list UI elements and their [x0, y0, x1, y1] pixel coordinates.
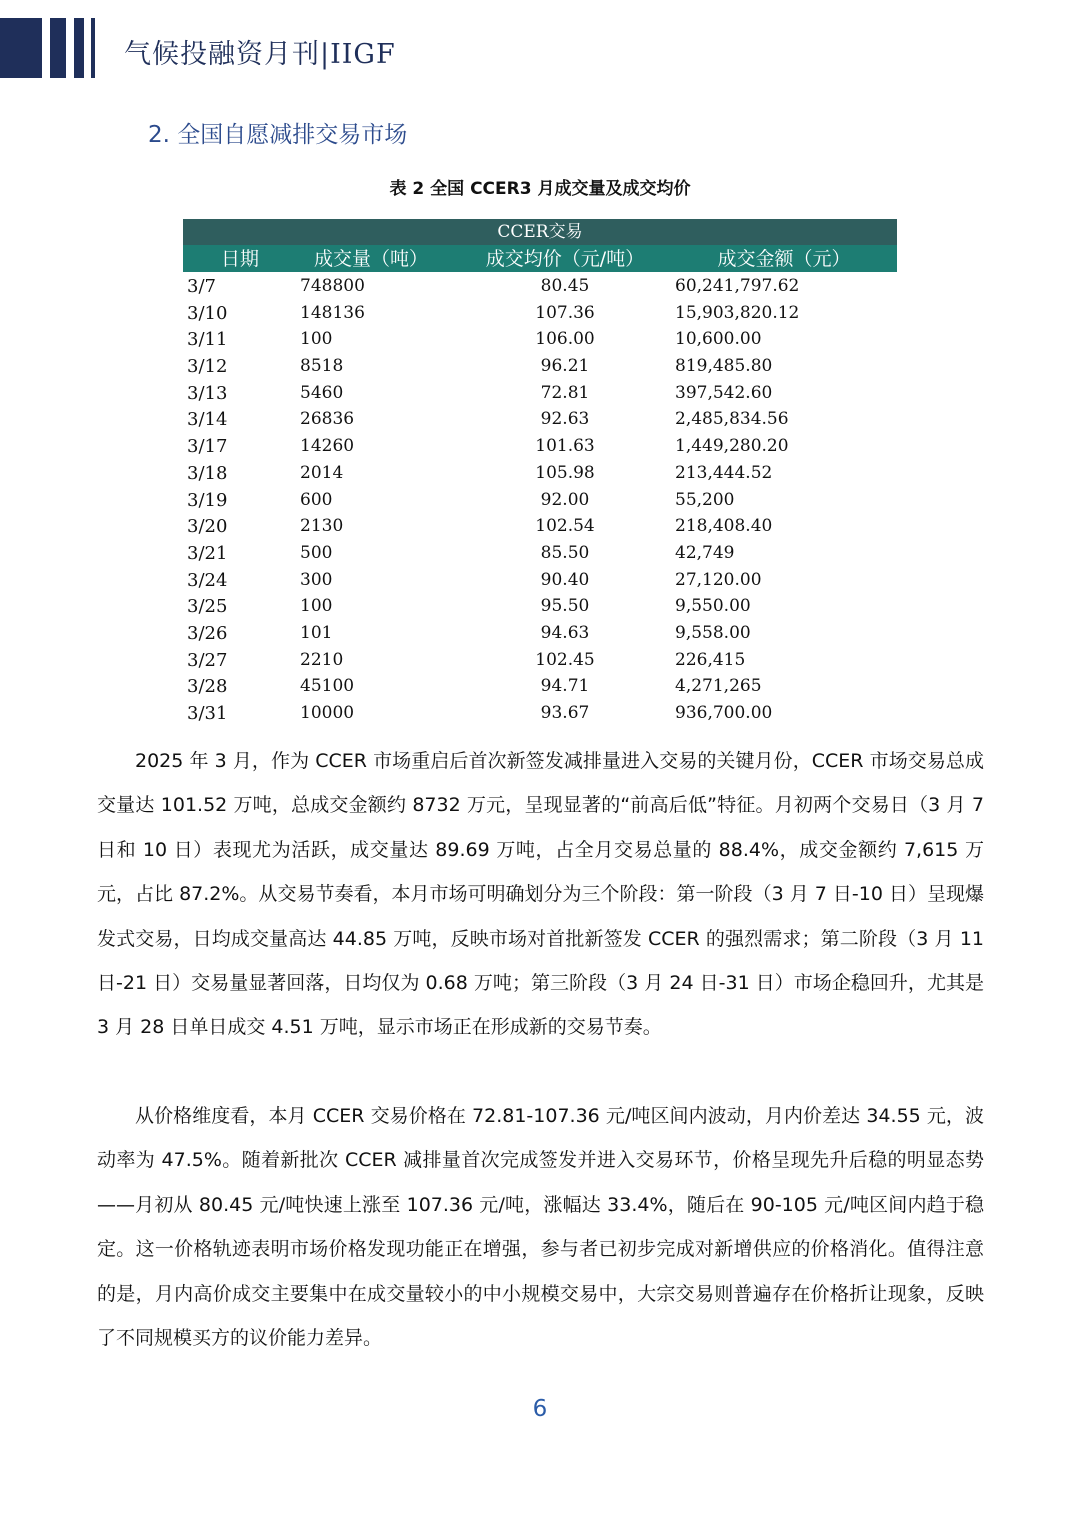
cell-avg-price: 85.50: [540, 542, 590, 563]
cell-volume: 748800: [300, 276, 365, 296]
cell-amount: 4,271,265: [675, 676, 762, 697]
cell-date: 3/21: [187, 542, 228, 564]
cell-volume: 8518: [300, 356, 344, 377]
column-header-date: 日期: [220, 248, 259, 270]
column-header-volume: 成交量（吨）: [313, 248, 428, 270]
cell-amount: 42,749: [675, 542, 735, 563]
cell-avg-price: 92.00: [540, 489, 590, 510]
cell-avg-price: 102.54: [535, 516, 595, 537]
table-group-header: CCER交易: [183, 219, 897, 245]
cell-amount: 397,542.60: [675, 382, 773, 403]
cell-date: 3/10: [187, 302, 228, 324]
table-row: [183, 540, 897, 567]
cell-date: 3/26: [187, 622, 228, 644]
section-title: 2. 全国自愿减排交易市场: [148, 122, 408, 148]
table-row: [183, 353, 897, 380]
table-row: [183, 700, 897, 727]
cell-avg-price: 80.45: [540, 276, 590, 296]
cell-amount: 2,485,834.56: [675, 409, 789, 430]
table-row: [183, 380, 897, 407]
cell-amount: 819,485.80: [675, 356, 773, 377]
cell-volume: 500: [300, 542, 333, 563]
body-paragraph: 从价格维度看，本月 CCER 交易价格在 72.81-107.36 元/吨区间内波动，月内价差达 34.55 元，波动率为 47.5%。随着新批次 CCER 减排量首次完成签发并进入交易环节，价格呈现先升后稳的明显态势——月初从 80.45 元/吨快速上涨至 107.36 元/吨，涨幅达 33.4%，随后在 90-105 元/吨区间内趋于稳定。这一价格轨迹表明市场价格发现功能正在增强，参与者已初步完成对新增供应的价格消化。值得注意的是，月内高价成交主要集中在成交量较小的中小规模交易中，大宗交易则普遍存在价格折让现象，反映了不同规模买方的议价能力差异。: [97, 1105, 984, 1350]
cell-volume: 100: [300, 329, 333, 350]
body-paragraph: 2025 年 3 月，作为 CCER 市场重启后首次新签发减排量进入交易的关键月份，CCER 市场交易总成交量达 101.52 万吨，总成交金额约 8732 万元，呈现显著的“前高后低”特征。月初两个交易日（3 月 7 日和 10 日）表现尤为活跃，成交量达 89.69 万吨，占全月交易总量的 88.4%，成交金额约 7,615 万元，占比 87.2%。从交易节奏看，本月市场可明确划分为三个阶段：第一阶段（3 月 7 日-10 日）呈现爆发式交易，日均成交量高达 44.85 万吨，反映市场对首批新签发 CCER 的强烈需求；第二阶段（3 月 11 日-21 日）交易量显著回落，日均仅为 0.68 万吨；第三阶段（3 月 24 日-31 日）市场企稳回升，尤其是 3 月 28 日单日成交 4.51 万吨，显示市场正在形成新的交易节奏。: [97, 750, 984, 1039]
cell-volume: 2130: [300, 516, 344, 537]
cell-date: 3/12: [187, 356, 228, 378]
cell-amount: 936,700.00: [675, 703, 773, 723]
table-row: [183, 326, 897, 353]
cell-volume: 148136: [300, 302, 365, 323]
table-row: [183, 513, 897, 540]
table-row: [183, 460, 897, 487]
cell-amount: 9,550.00: [675, 596, 751, 617]
column-header-avg-price: 成交均价（元/吨）: [485, 248, 645, 270]
cell-volume: 101: [300, 622, 333, 643]
cell-amount: 27,120.00: [675, 569, 762, 590]
table-row: [183, 487, 897, 514]
cell-volume: 26836: [300, 409, 355, 430]
cell-avg-price: 90.40: [540, 569, 590, 590]
cell-volume: 45100: [300, 676, 355, 697]
cell-volume: 10000: [300, 703, 355, 723]
cell-volume: 14260: [300, 436, 355, 457]
table-row: [183, 593, 897, 620]
cell-volume: 600: [300, 489, 333, 510]
header-bar-decoration: [91, 18, 95, 78]
table-row: [183, 620, 897, 647]
header-bar-decoration: [74, 18, 84, 78]
table-row: [183, 647, 897, 674]
cell-date: 3/17: [187, 436, 228, 458]
cell-amount: 1,449,280.20: [675, 436, 789, 457]
cell-date: 3/7: [187, 276, 216, 297]
cell-amount: 60,241,797.62: [675, 276, 800, 296]
cell-avg-price: 94.71: [540, 676, 590, 697]
page-number: 6: [532, 1396, 548, 1422]
cell-volume: 100: [300, 596, 333, 617]
cell-amount: 213,444.52: [675, 462, 773, 483]
table-row: [183, 273, 897, 300]
table-caption: 表 2 全国 CCER3 月成交量及成交均价: [389, 179, 691, 199]
column-header-amount: 成交金额（元）: [717, 248, 851, 270]
cell-avg-price: 94.63: [540, 622, 590, 643]
cell-avg-price: 96.21: [540, 356, 590, 377]
cell-volume: 2014: [300, 462, 344, 483]
cell-avg-price: 101.63: [535, 436, 595, 457]
cell-avg-price: 102.45: [535, 649, 595, 670]
cell-date: 3/20: [187, 516, 228, 538]
cell-date: 3/28: [187, 676, 228, 698]
cell-volume: 300: [300, 569, 333, 590]
table-row: [183, 673, 897, 700]
cell-date: 3/24: [187, 569, 228, 591]
cell-date: 3/19: [187, 489, 228, 511]
table-row: [183, 433, 897, 460]
cell-date: 3/11: [187, 329, 228, 351]
cell-volume: 5460: [300, 382, 344, 403]
cell-avg-price: 93.67: [540, 703, 590, 723]
table-row: [183, 567, 897, 594]
cell-date: 3/31: [187, 703, 228, 724]
cell-amount: 10,600.00: [675, 329, 762, 350]
cell-avg-price: 92.63: [540, 409, 590, 430]
cell-amount: 9,558.00: [675, 622, 751, 643]
header-bar-decoration: [0, 18, 42, 78]
cell-amount: 218,408.40: [675, 516, 773, 537]
cell-date: 3/13: [187, 382, 228, 404]
cell-amount: 226,415: [675, 649, 746, 670]
cell-date: 3/18: [187, 462, 228, 484]
cell-avg-price: 72.81: [540, 382, 590, 403]
cell-volume: 2210: [300, 649, 344, 670]
cell-date: 3/27: [187, 649, 228, 671]
cell-avg-price: 106.00: [535, 329, 595, 350]
table-header: [183, 219, 897, 272]
table-row: [183, 406, 897, 433]
cell-amount: 15,903,820.12: [675, 302, 800, 323]
cell-avg-price: 105.98: [535, 462, 595, 483]
publication-title: 气候投融资月刊|IIGF: [124, 39, 396, 70]
table-row: [183, 300, 897, 327]
cell-avg-price: 95.50: [540, 596, 590, 617]
cell-avg-price: 107.36: [535, 302, 595, 323]
cell-date: 3/25: [187, 596, 228, 618]
cell-date: 3/14: [187, 409, 228, 431]
table-body: [183, 273, 897, 727]
header-bar-decoration: [50, 18, 66, 78]
cell-amount: 55,200: [675, 489, 735, 510]
